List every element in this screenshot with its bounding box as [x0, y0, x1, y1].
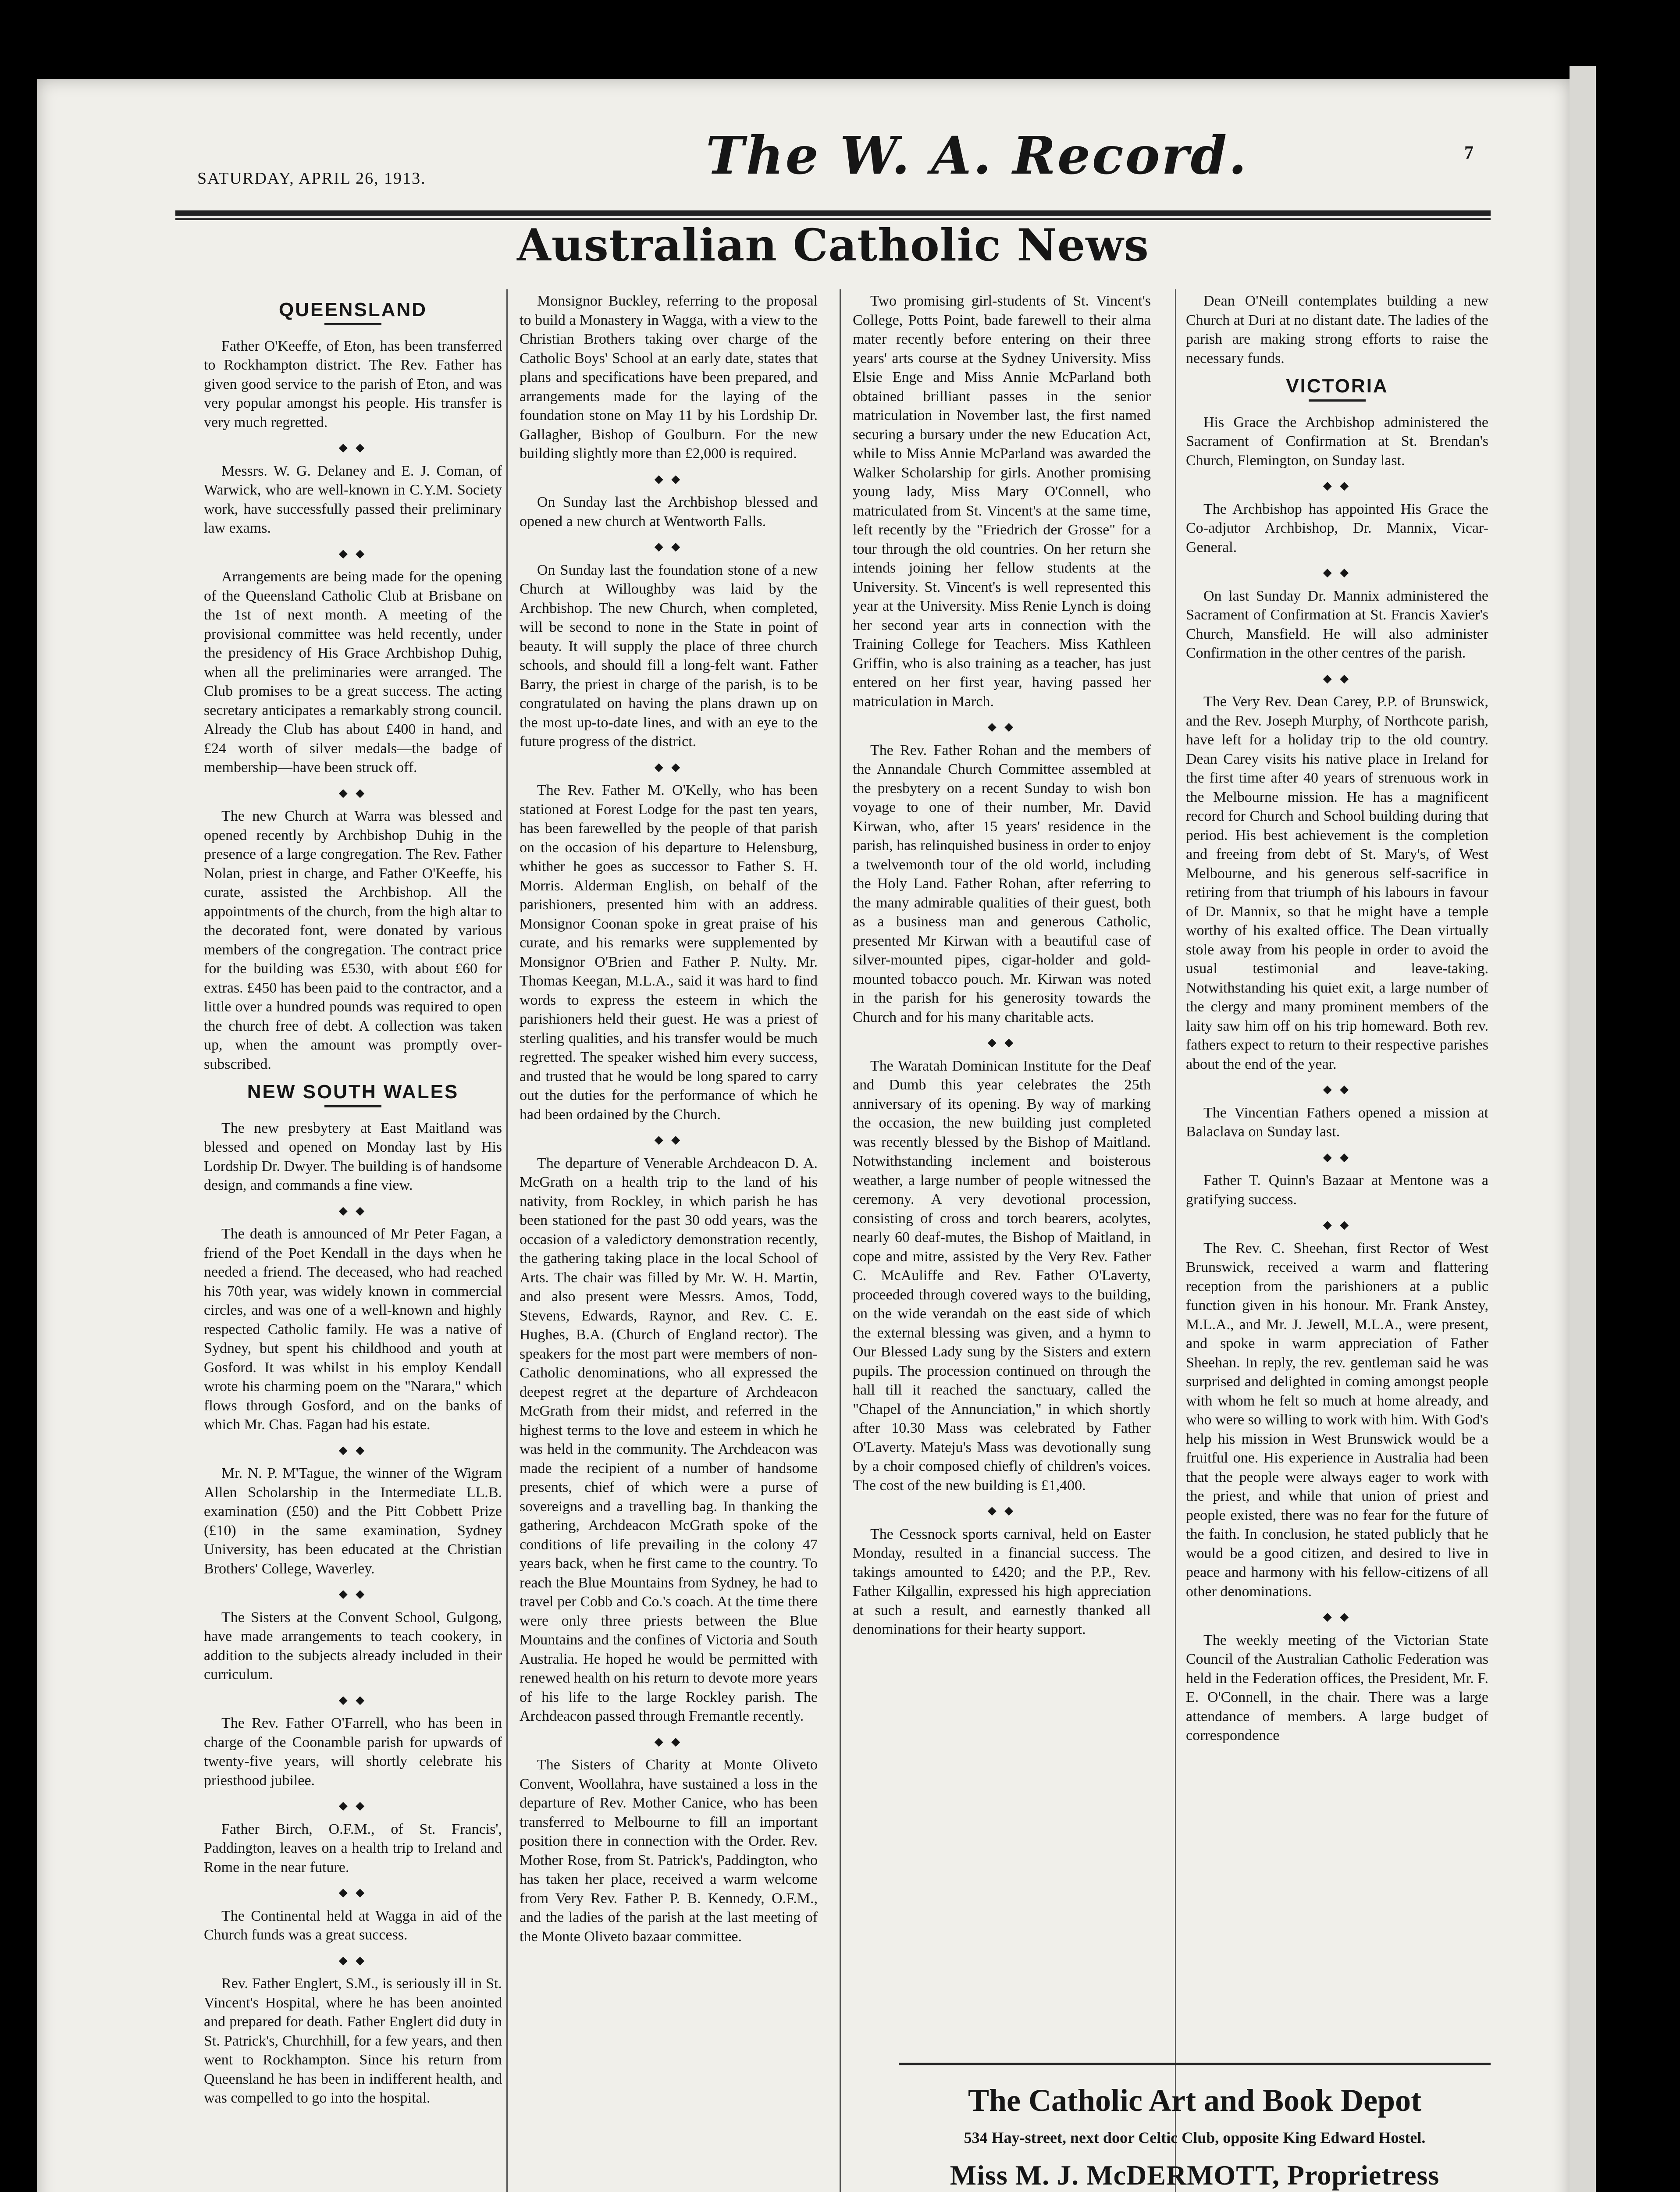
news-item: The Vincentian Fathers opened a mission at Balaclava on Sunday last.: [1186, 1104, 1488, 1140]
ad-proprietress: Miss M. J. McDERMOTT, Proprietress: [950, 2160, 1440, 2191]
news-item: Mr. N. P. M'Tague, the winner of the Wigram Allen Scholarship in the Intermediate LL.B. examination (£50) and the Pitt Cobbett Prize (£10) in the same examination, Sydney University, has been educated at the Christian Brothers' College, Waverley.: [204, 1465, 502, 1577]
news-item: The Rev. Father O'Farrell, who has been in charge of the Coonamble parish for upwards of twenty-five years, will shortly celebrate his priesthood jubilee.: [204, 1715, 502, 1789]
masthead-title: The W. A. Record.: [706, 125, 1249, 186]
item-separator: ◆ ◆: [338, 1799, 367, 1812]
news-item: The Rev. C. Sheehan, first Rector of West Brunswick, received a warm and flattering reception from the parishioners at a public function given in his honour. Mr. Frank Anstey, M.L.A., and Mr. J. Jewell, M.L.A., were present, and spoke in warm appreciation of Father Sheehan. In reply, the rev. gentleman said he was surprised and delighted in coming amongst people with whom he felt so much at home already, and who were so willing to work with him. With God's help his mission in West Brunswick would be a fruitful one. His experience in Australia had been that the people were always eager to work with the priest, and while that union of priest and people existed, there was no fear for the future of the faith. In conclusion, he stated publicly that he would be a good citizen, and desired to live in peace and harmony with his fellow-citizens of all other denominations.: [1186, 1240, 1488, 1600]
masthead: [145, 112, 1526, 186]
item-separator: ◆ ◆: [338, 441, 367, 454]
item-separator: ◆ ◆: [338, 786, 367, 799]
news-item: The departure of Venerable Archdeacon D. A. McGrath on a health trip to the land of his nativity, from Rockley, in which parish he has been stationed for the past 30 odd years, was the occasion of a valedictory demonstration recently, the gathering taking place in the local School of Arts. The chair was filled by Mr. W. H. Martin, and also present were Messrs. Amos, Todd, Stevens, Edwards, Raynor, and Rev. C. E. Hughes, B.A. (Church of England rector). The speakers for the most part were members of non-Catholic denominations, who all expressed the deepest regret at the departure of Archdeacon McGrath from their midst, and referred in the highest terms to the love and esteem in which he was held in the community. The Archdeacon was made the recipient of a number of handsome presents, chief of which were a purse of sovereigns and a travelling bag. In thanking the gathering, Archdeacon McGrath spoke of the conditions of life prevailing in the colony 47 years back, when he first came to the country. To reach the Blue Mountains from Sydney, he had to travel per Cobb and Co.'s coach. At the time there were only three priests between the Blue Mountains and the confines of Victoria and South Australia. He hoped he would be permitted with renewed health on his return to devote more years of his life to the large Rockley parish. The Archdeacon passed through Fremantle recently.: [520, 1155, 818, 1724]
item-separator: ◆ ◆: [338, 1954, 367, 1967]
news-item: The Sisters of Charity at Monte Oliveto Convent, Woollahra, have sustained a loss in the departure of Rev. Mother Canice, who has been transferred to Melbourne to fill an important position there in connection with the Order. Rev. Mother Rose, from St. Patrick's, Paddington, who has taken her place, received a warm welcome from Very Rev. Father P. B. Kennedy, O.F.M., and the ladies of the parish at the last meeting of the Monte Oliveto bazaar committee.: [520, 1757, 818, 1945]
column-1: [204, 292, 502, 2117]
page-number: 7: [1464, 143, 1474, 163]
news-item: The new presbytery at East Maitland was blessed and opened on Monday last by His Lordship Dr. Dwyer. The building is of handsome design, and commands a fine view.: [204, 1120, 502, 1193]
news-item: The Rev. Father M. O'Kelly, who has been stationed at Forest Lodge for the past ten years, has been farewelled by the people of that parish on the occasion of his departure to Helensburg, whither he goes as successor to Father S. H. Morris. Alderman English, on behalf of the parishioners, presented him with an address. Monsignor Coonan spoke in great praise of his curate, and his remarks were supplemented by Monsignor O'Brien and Father P. Nulty. Mr. Thomas Keegan, M.L.A., said it was hard to find words to express the esteem in which the parishioners held their guest. He was a priest of sterling qualities, and his transfer would be much regretted. The speaker wished him every success, and trusted that he would be long spared to carry out the duties for the performance of which he had been ordained by the Church.: [520, 782, 818, 1123]
item-separator: ◆ ◆: [654, 472, 683, 485]
item-separator: ◆ ◆: [338, 1204, 367, 1217]
item-separator: ◆ ◆: [654, 540, 683, 553]
news-item: The death is announced of Mr Peter Fagan, a friend of the Poet Kendall in the days when he needed a friend. The deceased, who had reached his 70th year, was widely known in commercial circles, and was one of a well-known and highly respected Catholic family. He was a native of Sydney, but spent his childhood and youth at Gosford. It was whilst in his employ Kendall wrote his charming poem on the "Narara," which flows through Gosford, and on the banks of which Mr. Chas. Fagan had his estate.: [204, 1226, 502, 1433]
item-separator: ◆ ◆: [654, 1735, 683, 1748]
item-separator: ◆ ◆: [338, 1443, 367, 1456]
item-separator: ◆ ◆: [338, 1886, 367, 1899]
item-separator: ◆ ◆: [338, 1587, 367, 1600]
news-item: The Waratah Dominican Institute for the Deaf and Dumb this year celebrates the 25th anniversary of its opening. By way of marking the occasion, the new building just completed was recently blessed by the Bishop of Maitland. Notwithstanding inclement and boisterous weather, a large number of people witnessed the ceremony. A very devotional procession, consisting of cross and torch bearers, acolytes, nearly 60 deaf-mutes, the Bishop of Maitland, in cope and mitre, assisted by the Very Rev. Father C. McAuliffe and Rev. Father O'Laverty, proceeded through covered ways to the building, on the wide verandah on the east side of which the external blessing was given, and a hymn to Our Blessed Lady sung by the Sisters and extern pupils. The procession continued on through the hall till it reached the sanctuary, called the "Chapel of the Annunciation," in which shortly after 10.30 Mass was celebrated by Father O'Laverty. Mateju's Mass was devotionally sung by a choir composed chiefly of children's voices. The cost of the new building is £1,400.: [853, 1057, 1151, 1494]
item-separator: ◆ ◆: [987, 1504, 1016, 1517]
column-divider: [840, 289, 841, 2192]
item-separator: ◆ ◆: [1323, 1083, 1352, 1096]
news-item: The Very Rev. Dean Carey, P.P. of Brunswick, and the Rev. Joseph Murphy, of Northcote parish, have left for a holiday trip to the old country. Dean Carey visits his native place in Ireland for the first time after 40 years of strenuous work in the Melbourne mission. He has a magnificent record for Church and School building during that period. His best achievement is the completion and freeing from debt of St. Mary's, of West Melbourne, and his generous self-sacrifice in retiring from that triumph of his labours in favour of Dr. Mannix, so that he might have a temple worthy of his exalted office. The Dean virtually stole away from his people in order to avoid the usual testimonial and leave-taking. Notwithstanding his quiet exit, a large number of the clergy and many prominent members of the laity saw him off on his trip homeward. Both rev. fathers expect to return to their respective parishes about the end of the year.: [1186, 694, 1488, 1072]
column-3: [853, 292, 1151, 1648]
news-item: Monsignor Buckley, referring to the proposal to build a Monastery in Wagga, with a view to the Christian Brothers taking over charge of the Catholic Boys' School at an early date, states that plans and specifications have been prepared, and arrangements made for the laying of the foundation stone on May 11 by his Lordship Dr. Gallagher, Bishop of Goulburn. For the new building slightly more than £2,000 is required.: [520, 293, 818, 462]
page-edge: [1570, 66, 1596, 2192]
news-item: The Rev. Father Rohan and the members of the Annandale Church Committee assembled at the presbytery on a recent Sunday to wish bon voyage to one of their number, Mr. David Kirwan, who, after 15 years' residence in the parish, has relinquished business in order to enjoy a twelvemonth tour of the old world, including the Holy Land. Father Rohan, after referring to the many admirable qualities of their guest, both as a business man and generous Catholic, presented Mr Kirwan with a beautiful case of silver-mounted pipes, cigar-holder and gold-mounted tobacco pouch. Mr. Kirwan was noted in the parish for his generosity towards the Church and for his many charitable acts.: [853, 742, 1151, 1025]
news-item: Two promising girl-students of St. Vincent's College, Potts Point, bade farewell to their alma mater recently before entering on their three years' arts course at the Sydney University. Miss Elsie Enge and Miss Annie McParland both obtained brilliant passes in the senior matriculation in November last, the first named securing a bursary under the new Education Act, while to Miss Annie McParland was awarded the Walker Scholarship for girls. Another promising young lady, Miss Mary O'Connell, who matriculated from St. Vincent's at the same time, left recently by the "Friedrich der Grosse" for a tour through the old countries. On her return she intends joining her fellow students at the University. St. Vincent's is well represented this year at the University. Miss Renie Lynch is doing her second year arts in connection with the Training College for Teachers. Miss Kathleen Griffin, who is also training as a teacher, has just entered on her first year, having passed her matriculation in March.: [853, 293, 1151, 710]
news-item: On Sunday last the Archbishop blessed and opened a new church at Wentworth Falls.: [520, 494, 818, 530]
news-item: The new Church at Warra was blessed and opened recently by Archbishop Duhig in the presence of a large congregation. The Rev. Father Nolan, priest in charge, and Father O'Keeffe, his curate, assisted the Archbishop. All the appointments of the church, from the high altar to the decorated font, were donated by various members of the congregation. The contract price for the building was £530, with about £60 for extras. £450 has been paid to the contractor, and a little over a hundred pounds was required to open the church free of debt. A collection was taken up, when the amount was promptly over-subscribed.: [204, 808, 502, 1072]
news-item: His Grace the Archbishop administered the Sacrament of Confirmation at St. Brendan's Church, Flemington, on Sunday last.: [1186, 414, 1488, 469]
news-item: Father Birch, O.F.M., of St. Francis', Paddington, leaves on a health trip to Ireland and Rome in the near future.: [204, 1821, 502, 1875]
news-item: Messrs. W. G. Delaney and E. J. Coman, of Warwick, who are well-known in C.Y.M. Society work, have successfully passed their preliminary law exams.: [204, 463, 502, 536]
item-separator: ◆ ◆: [654, 1133, 683, 1146]
news-item: Father O'Keeffe, of Eton, has been transferred to Rockhampton district. The Rev. Father has given good service to the parish of Eton, and was very popular amongst his people. His transfer is very much regretted.: [204, 338, 502, 431]
news-item: Father T. Quinn's Bazaar at Mentone was a gratifying success.: [1186, 1172, 1488, 1208]
news-item: Rev. Father Englert, S.M., is seriously ill in St. Vincent's Hospital, where he has been anointed and prepared for death. Father Englert did duty in St. Patrick's, Churchhill, for a few years, and then went to Rockhampton. Since his return from Queensland he has been in indifferent health, and was compelled to go into the hospital.: [204, 1975, 502, 2106]
section-heading-nsw: NEW SOUTH WALES: [204, 1082, 502, 1107]
column-divider: [1175, 289, 1176, 2192]
news-item: The Cessnock sports carnival, held on Easter Monday, resulted in a financial success. The takings amounted to £420; and the P.P., Rev. Father Kilgallin, expressed his high appreciation at such a result, and earnestly thanked all denominations for their hearty support.: [853, 1526, 1151, 1637]
section-heading-victoria: VICTORIA: [1186, 377, 1488, 402]
item-separator: ◆ ◆: [1323, 1150, 1352, 1164]
news-item: The Sisters at the Convent School, Gulgong, have made arrangements to teach cookery, in addition to the subjects already included in their curriculum.: [204, 1609, 502, 1683]
column-divider: [506, 289, 508, 2192]
page-headline: Australian Catholic News: [517, 219, 1149, 271]
advertisement-rule: [899, 2063, 1491, 2065]
ad-address: 534 Hay-street, next door Celtic Club, opposite King Edward Hostel.: [964, 2129, 1426, 2146]
news-item: Dean O'Neill contemplates building a new Church at Duri at no distant date. The ladies of the parish are making strong efforts to raise the necessary funds.: [1186, 293, 1488, 367]
ad-title: The Catholic Art and Book Depot: [968, 2083, 1422, 2118]
news-item: On last Sunday Dr. Mannix administered the Sacrament of Confirmation at St. Francis Xavier's Church, Mansfield. He will also administer Confirmation in the other centres of the parish.: [1186, 587, 1488, 661]
news-item: Arrangements are being made for the opening of the Queensland Catholic Club at Brisbane on the 1st of next month. A meeting of the provisional committee was held recently, under the presidency of His Grace Archbishop Duhig, when all the preliminaries were arranged. The Club promises to be a great success. The acting secretary anticipates a remarkably strong council. Already the Club has about £400 in hand, and £24 worth of silver medals—the badge of membership—have been struck off.: [204, 569, 502, 776]
item-separator: ◆ ◆: [1323, 1610, 1352, 1623]
news-item: The weekly meeting of the Victorian State Council of the Australian Catholic Federation was held in the Federation offices, the President, Mr. F. E. O'Connell, in the chair. There was a large attendance of members. A large budget of correspondence: [1186, 1632, 1488, 1744]
item-separator: ◆ ◆: [338, 547, 367, 560]
column-4: [1186, 292, 1488, 1754]
news-item: The Continental held at Wagga in aid of the Church funds was a great success.: [204, 1907, 502, 1943]
advertisement: [899, 2074, 1491, 2192]
item-separator: ◆ ◆: [1323, 566, 1352, 579]
item-separator: ◆ ◆: [1323, 479, 1352, 492]
item-separator: ◆ ◆: [654, 760, 683, 773]
item-separator: ◆ ◆: [338, 1693, 367, 1706]
issue-date: SATURDAY, APRIL 26, 1913.: [197, 169, 426, 188]
news-item: On Sunday last the foundation stone of a new Church at Willoughby was laid by the Archbishop. The new Church, when completed, will be second to none in the State in point of beauty. It will supply the place of three church schools, and should fill a long-felt want. Father Barry, the priest in charge of the parish, is to be congratulated on having the plans drawn up on the most up-to-date lines, and with an eye to the future progress of the district.: [520, 562, 818, 750]
item-separator: ◆ ◆: [1323, 672, 1352, 685]
item-separator: ◆ ◆: [1323, 1218, 1352, 1231]
item-separator: ◆ ◆: [987, 720, 1016, 733]
news-item: The Archbishop has appointed His Grace the Co-adjutor Archbishop, Dr. Mannix, Vicar-General.: [1186, 501, 1488, 555]
item-separator: ◆ ◆: [987, 1036, 1016, 1049]
column-2: [520, 292, 818, 1955]
masthead-rule: [175, 210, 1491, 216]
section-heading-queensland: QUEENSLAND: [204, 300, 502, 325]
